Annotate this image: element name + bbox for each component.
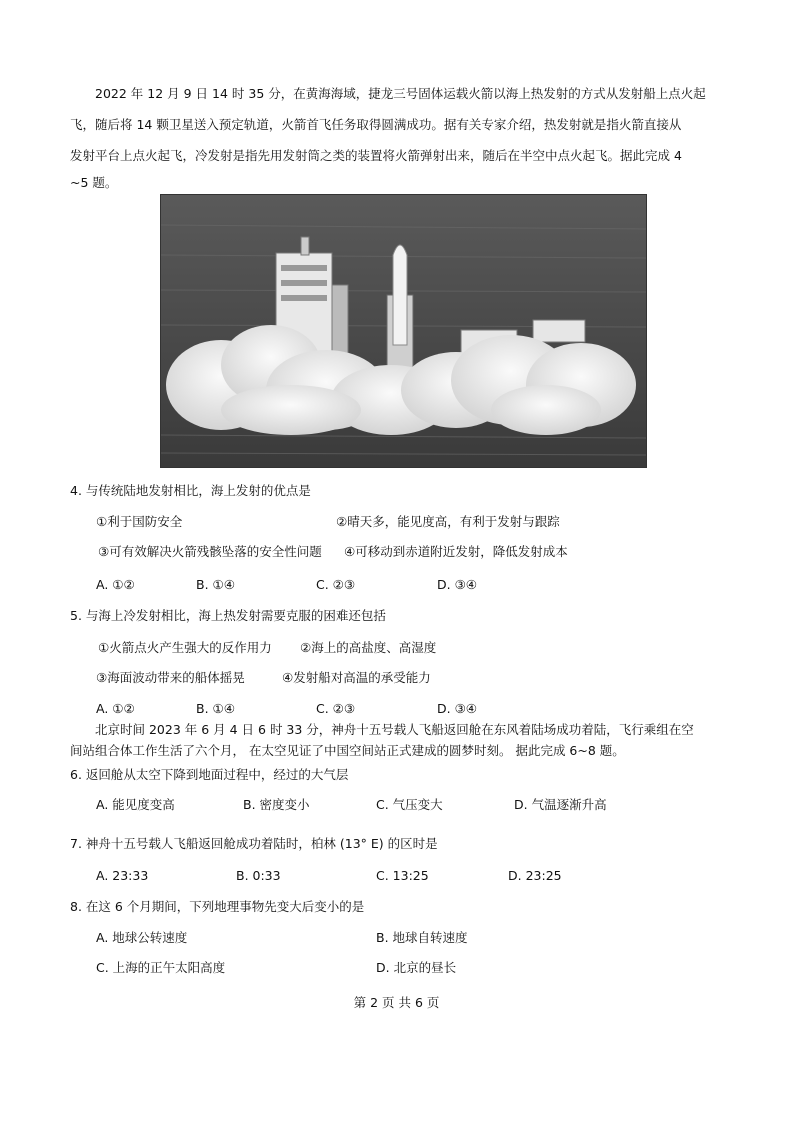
q8-choice-c: C. 上海的正午太阳高度 <box>96 960 226 975</box>
q5-choice-c: C. ②③ <box>316 701 356 716</box>
passage1-line1: 2022 年 12 月 9 日 14 时 35 分，在黄海海域，捷龙三号固体运载火箭以海上热发射的方式从发射船上点火起 <box>95 86 706 101</box>
q6-choice-c: C. 气压变大 <box>376 797 443 812</box>
q5-item-4: ④发射船对高温的承受能力 <box>282 670 431 685</box>
passage2-line1: 北京时间 2023 年 6 月 4 日 6 时 33 分，神舟十五号载人飞船返回舱在东风着陆场成功着陆，飞行乘组在空 <box>95 722 694 737</box>
q7-choice-b: B. 0:33 <box>236 868 281 883</box>
q4-choice-c: C. ②③ <box>316 577 356 592</box>
q6-choice-a: A. 能见度变高 <box>96 797 175 812</box>
q4-choice-b: B. ①④ <box>196 577 235 592</box>
question-8-stem: 8. 在这 6 个月期间，下列地理事物先变大后变小的是 <box>70 899 365 914</box>
q5-choice-b: B. ①④ <box>196 701 235 716</box>
page-footer: 第 2 页 共 6 页 <box>353 995 440 1010</box>
passage1-line2: 飞，随后将 14 颗卫星送入预定轨道，火箭首飞任务取得圆满成功。据有关专家介绍，热发射就是指火箭直接从 <box>70 117 682 132</box>
q4-item-4: ④可移动到赤道附近发射，降低发射成本 <box>344 544 568 559</box>
q4-item-2: ②晴天多，能见度高，有利于发射与跟踪 <box>336 514 560 529</box>
q5-item-1: ①火箭点火产生强大的反作用力 <box>98 640 272 655</box>
passage2-line2: 间站组合体工作生活了六个月， 在太空见证了中国空间站正式建成的圆梦时刻。 据此完成 6~8 题。 <box>70 743 625 758</box>
question-4-stem: 4. 与传统陆地发射相比，海上发射的优点是 <box>70 483 311 498</box>
q8-choice-a: A. 地球公转速度 <box>96 930 188 945</box>
q6-choice-d: D. 气温逐渐升高 <box>514 797 607 812</box>
passage1-line4: ~5 题。 <box>70 175 118 190</box>
q8-choice-d: D. 北京的昼长 <box>376 960 457 975</box>
q5-choice-a: A. ①② <box>96 701 135 716</box>
question-6-stem: 6. 返回舱从太空下降到地面过程中，经过的大气层 <box>70 767 349 782</box>
q7-choice-c: C. 13:25 <box>376 868 429 883</box>
question-7-stem: 7. 神舟十五号载人飞船返回舱成功着陆时，柏林 (13° E) 的区时是 <box>70 836 438 851</box>
q7-choice-d: D. 23:25 <box>508 868 562 883</box>
rocket-launch-photo <box>160 194 647 468</box>
q5-item-3: ③海面波动带来的船体摇晃 <box>96 670 245 685</box>
q5-item-2: ②海上的高盐度、高湿度 <box>300 640 437 655</box>
q8-choice-b: B. 地球自转速度 <box>376 930 468 945</box>
q4-choice-a: A. ①② <box>96 577 135 592</box>
q6-choice-b: B. 密度变小 <box>243 797 310 812</box>
q4-item-1: ①利于国防安全 <box>96 514 183 529</box>
passage1-line3: 发射平台上点火起飞，冷发射是指先用发射筒之类的装置将火箭弹射出来，随后在半空中点火起飞。据此完成 4 <box>70 148 682 163</box>
question-5-stem: 5. 与海上冷发射相比，海上热发射需要克服的困难还包括 <box>70 608 386 623</box>
q4-choice-d: D. ③④ <box>437 577 477 592</box>
q5-choice-d: D. ③④ <box>437 701 477 716</box>
q7-choice-a: A. 23:33 <box>96 868 149 883</box>
q4-item-3: ③可有效解决火箭残骸坠落的安全性问题 <box>98 544 322 559</box>
